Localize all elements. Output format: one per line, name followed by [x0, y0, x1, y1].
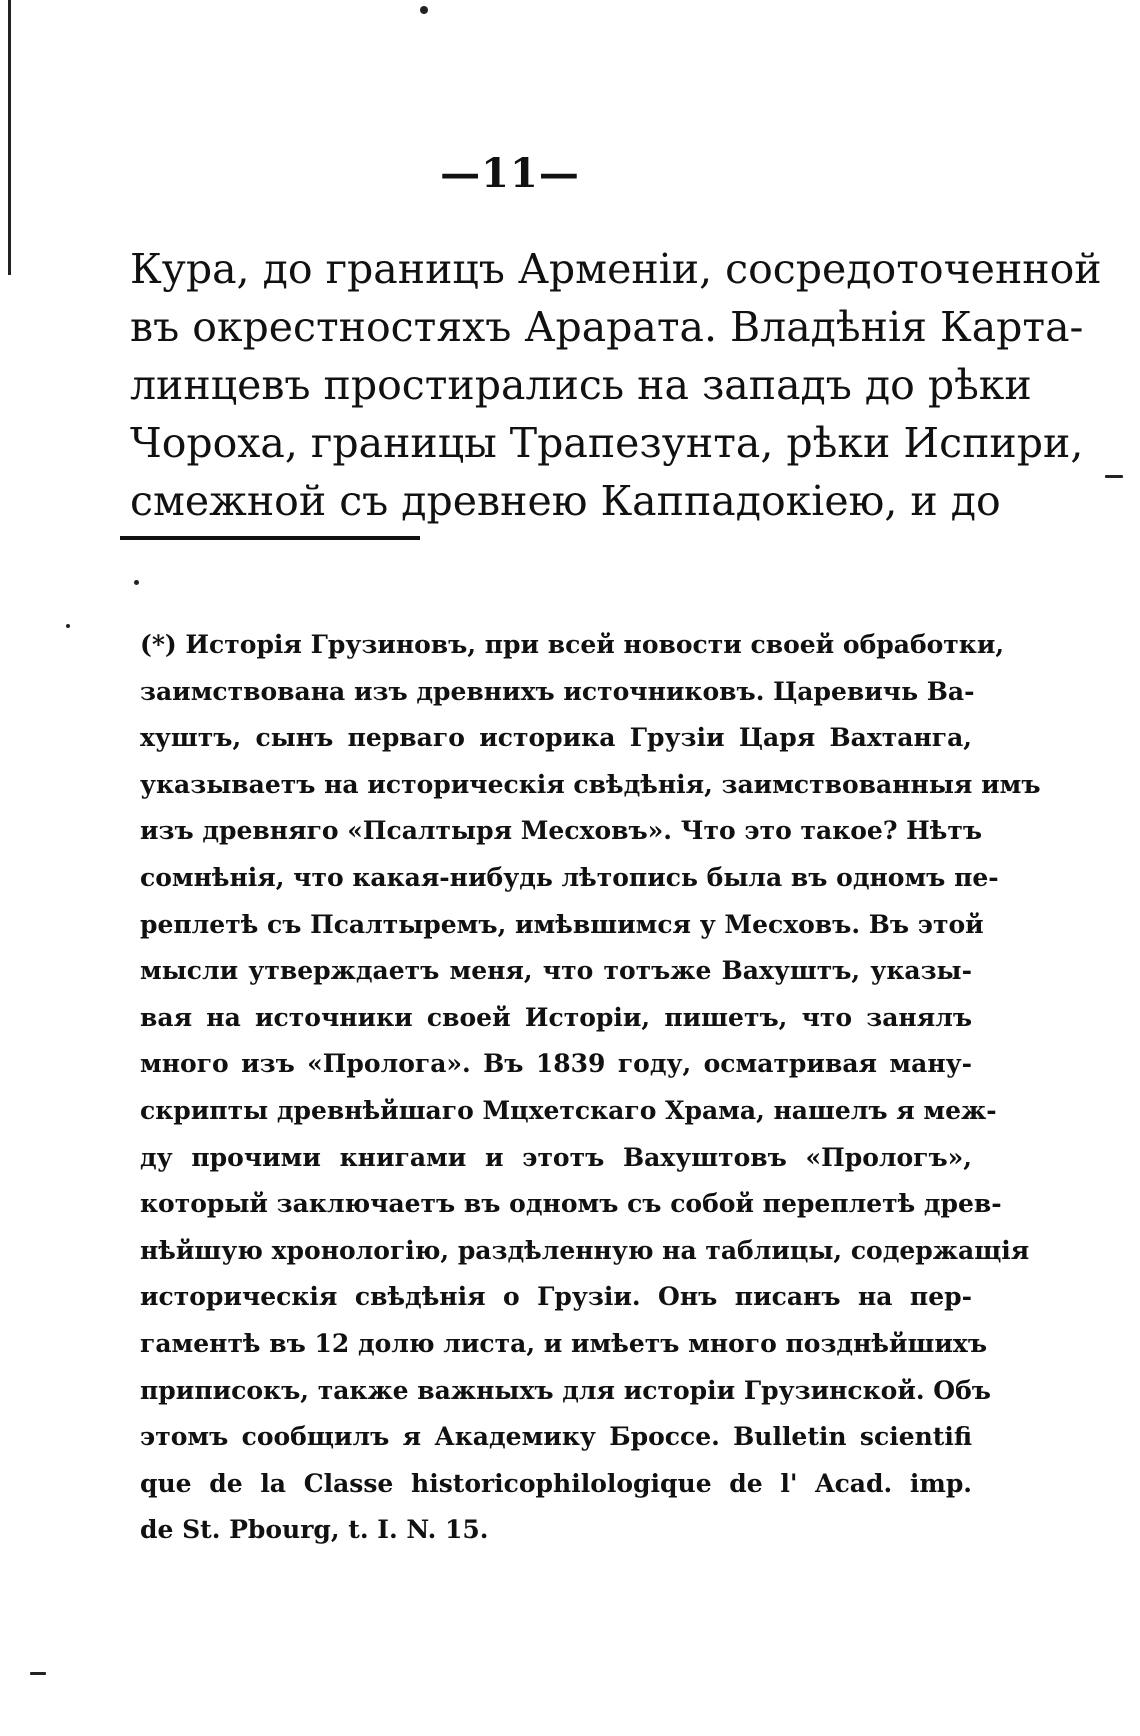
- main-text-line: Кура, до границъ Арменіи, сосредоточенной: [130, 245, 1102, 293]
- scan-speck: [66, 624, 70, 628]
- footnote-line: указываетъ на историческія свѣдѣнія, заимствованныя имъ: [140, 769, 1041, 799]
- footnote-line: приписокъ, также важныхъ для исторіи Грузинской. Объ: [140, 1375, 991, 1405]
- page-edge-rule: [8, 0, 11, 275]
- footnote-line: который заключаетъ въ одномъ съ собой переплетѣ древ-: [140, 1189, 1002, 1219]
- footnote: [140, 622, 1041, 1554]
- main-text: [130, 240, 1102, 530]
- footnote-line: (*) Исторія Грузиновъ, при всей новости своей обработки,: [140, 630, 1005, 659]
- footnote-separator: [120, 536, 420, 540]
- scan-speck: [30, 1672, 46, 1675]
- main-text-line: Чороха, границы Трапезунта, рѣки Испири,: [130, 419, 1084, 467]
- footnote-line: мысли утверждаетъ меня, что тотъже Вахуштъ, указы-: [140, 956, 972, 986]
- scan-speck: [420, 6, 428, 14]
- footnote-line: этомъ сообщилъ я Академику Броссе. Bulletin scientifi: [140, 1422, 972, 1452]
- footnote-line: заимствована изъ древнихъ источниковъ. Царевичь Ва-: [140, 676, 975, 706]
- footnote-line: нѣйшую хронологію, раздѣленную на таблицы, содержащія: [140, 1235, 1030, 1265]
- footnote-line: que de la Classe historicophilologique de l' Acad. imp.: [140, 1468, 972, 1498]
- footnote-line: реплетѣ съ Псалтыремъ, имѣвшимся у Месховъ. Въ этой: [140, 909, 984, 939]
- footnote-line: историческія свѣдѣнія о Грузіи. Онъ писанъ на пер-: [140, 1282, 972, 1312]
- footnote-line: de St. Pbourg, t. I. N. 15.: [140, 1515, 489, 1545]
- footnote-line: скрипты древнѣйшаго Мцхетскаго Храма, нашелъ я меж-: [140, 1095, 997, 1125]
- footnote-line: ду прочими книгами и этотъ Вахуштовъ «Прологъ»,: [140, 1142, 972, 1172]
- footnote-line: хуштъ, сынъ перваго историка Грузіи Царя Вахтанга,: [140, 723, 972, 753]
- scan-speck: [134, 580, 139, 585]
- footnote-line: вая на источники своей Исторіи, пишетъ, что занялъ: [140, 1002, 972, 1032]
- main-text-line: въ окрестностяхъ Арарата. Владѣнія Карта-: [130, 303, 1084, 351]
- main-text-line: линцевъ простирались на западъ до рѣки: [130, 361, 1032, 409]
- footnote-line: гаментѣ въ 12 долю листа, и имѣетъ много позднѣйшихъ: [140, 1328, 987, 1358]
- footnote-line: изъ древняго «Псалтыря Месховъ». Что это такое? Нѣтъ: [140, 816, 983, 846]
- footnote-line: сомнѣнія, что какая-нибудь лѣтопись была въ одномъ пе-: [140, 862, 999, 892]
- main-text-line: смежной съ древнею Каппадокіею, и до: [130, 477, 1001, 525]
- page-number: —11—: [440, 150, 580, 197]
- scan-speck: [1105, 475, 1123, 478]
- footnote-line: много изъ «Пролога». Въ 1839 году, осматривая ману-: [140, 1049, 972, 1079]
